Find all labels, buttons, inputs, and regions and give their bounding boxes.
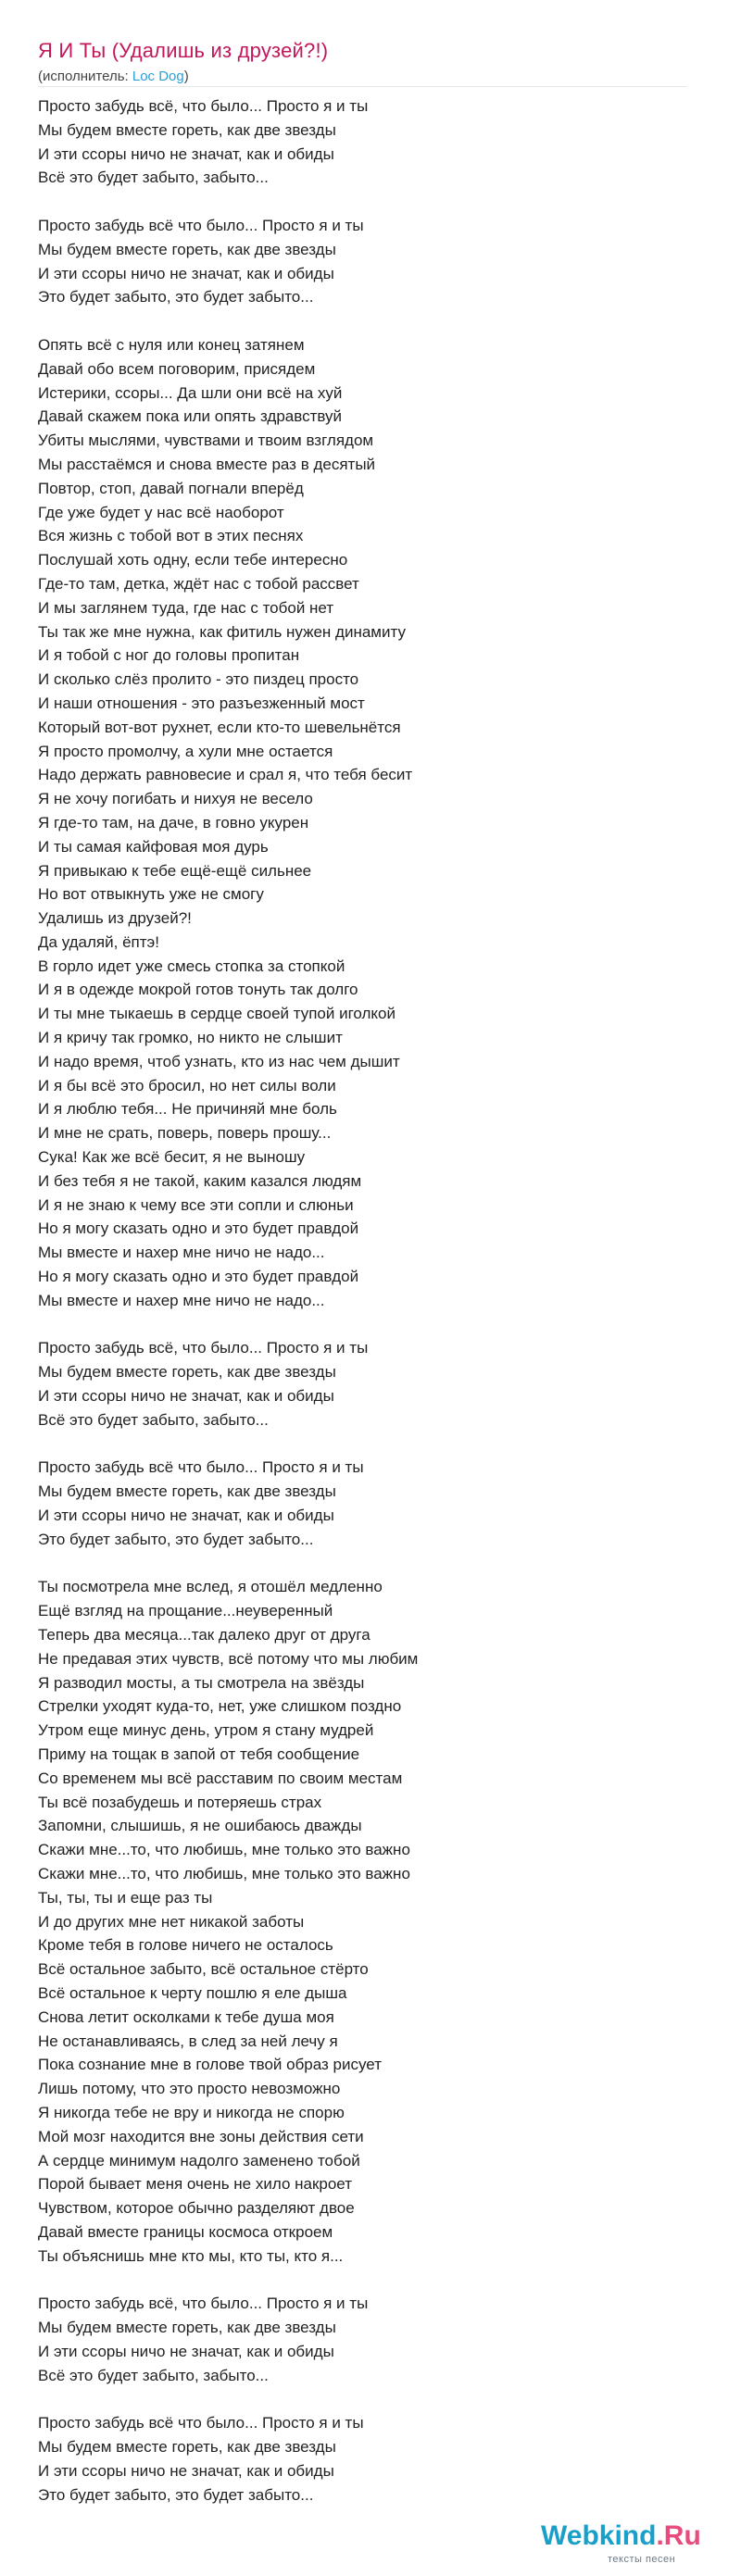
lyric-line: Всё это будет забыто, забыто...: [38, 169, 269, 187]
lyric-line: Ещё взгляд на прощание...неуверенный: [38, 1602, 333, 1620]
lyric-line: Это будет забыто, это будет забыто...: [38, 288, 314, 306]
lyric-line: Просто забудь всё, что было... Просто я и ты: [38, 97, 369, 115]
lyric-line: Ты всё позабудешь и потеряешь страх: [38, 1793, 322, 1811]
lyric-line: Приму на тощак в запой от тебя сообщение: [38, 1744, 360, 1763]
lyric-line: Просто забудь всё, что было... Просто я и ты: [38, 1339, 369, 1357]
lyric-line: Мы вместе и нахер мне ничо не надо...: [38, 1291, 325, 1309]
lyric-line: Мы будем вместе гореть, как две звезды: [38, 2438, 336, 2457]
lyric-line: Просто забудь всё что было... Просто я и ты: [38, 2414, 364, 2432]
lyric-line: Я не хочу погибать и нихуя не весело: [38, 790, 313, 808]
logo-tagline: тексты песен: [608, 2554, 676, 2565]
stanza-gap: [38, 190, 705, 214]
lyric-line: И я тобой с ног до головы пропитан: [38, 646, 300, 665]
lyric-line: Это будет забыто, это будет забыто...: [38, 2485, 314, 2504]
lyric-line: Давай скажем пока или опять здравствуй: [38, 407, 343, 426]
lyric-line: Да удаляй, ёптэ!: [38, 932, 159, 951]
lyric-line: Я где-то там, на даче, в говно укурен: [38, 813, 309, 832]
lyric-line: И эти ссоры ничо не значат, как и обиды: [38, 144, 334, 163]
lyric-line: И надо время, чтоб узнать, кто из нас чем дышит: [38, 1052, 400, 1070]
lyric-line: Пока сознание мне в голове твой образ рисует: [38, 2056, 382, 2074]
lyric-line: Всё это будет забыто, забыто...: [38, 2366, 269, 2384]
lyric-line: Всё это будет забыто, забыто...: [38, 1410, 269, 1429]
lyric-line: И ты самая кайфовая моя дурь: [38, 837, 269, 856]
lyric-line: Кроме тебя в голове ничего не осталось: [38, 1936, 333, 1955]
lyrics-text: [38, 94, 705, 2507]
artist-suffix: ): [183, 69, 189, 84]
lyric-line: Но я могу сказать одно и это будет правдой: [38, 1219, 359, 1238]
lyric-line: И наши отношения - это разъезженный мост: [38, 694, 365, 712]
lyric-line: Я разводил мосты, а ты смотрела на звёзды: [38, 1673, 365, 1692]
lyric-line: И я в одежде мокрой готов тонуть так долго: [38, 981, 358, 999]
lyric-line: Я никогда тебе не вру и никогда не спорю: [38, 2103, 345, 2121]
artist-line: [38, 69, 189, 84]
lyric-line: И сколько слёз пролито - это пиздец просто: [38, 670, 359, 689]
lyric-line: И мне не срать, поверь, поверь прошу...: [38, 1124, 332, 1143]
lyric-line: И ты мне тыкаешь в сердце своей тупой иголкой: [38, 1005, 396, 1023]
lyric-line: Просто забудь всё что было... Просто я и ты: [38, 1458, 364, 1477]
lyric-line: Утром еще минус день, утром я стану мудрей: [38, 1721, 374, 1740]
site-logo[interactable]: [541, 2520, 726, 2567]
stanza-gap: [38, 1432, 705, 1457]
stanza-gap: [38, 2269, 705, 2293]
song-title: Я И Ты (Удалишь из друзей?!): [38, 39, 329, 62]
lyric-line: Где-то там, детка, ждёт нас с тобой рассвет: [38, 574, 359, 593]
lyric-line: И я люблю тебя... Не причиняй мне боль: [38, 1100, 337, 1119]
lyric-line: В горло идет уже смесь стопка за стопкой: [38, 957, 345, 975]
artist-prefix: (исполнитель:: [38, 69, 132, 84]
lyric-line: Теперь два месяца...так далеко друг от друга: [38, 1626, 370, 1644]
lyric-line: Ты так же мне нужна, как фитиль нужен динамиту: [38, 622, 406, 641]
lyric-line: Не останавливаясь, в след за ней лечу я: [38, 2032, 338, 2050]
lyric-line: Убиты мыслями, чувствами и твоим взглядом: [38, 431, 374, 450]
lyric-line: И без тебя я не такой, каким казался людям: [38, 1171, 362, 1190]
artist-link[interactable]: Loc Dog: [132, 69, 184, 84]
lyric-line: Но вот отвыкнуть уже не смогу: [38, 885, 264, 904]
lyric-line: Мы будем вместе гореть, как две звезды: [38, 240, 336, 258]
lyric-line: Порой бывает меня очень не хило накроет: [38, 2175, 352, 2194]
lyric-line: Но я могу сказать одно и это будет правдой: [38, 1268, 359, 1286]
lyric-line: И эти ссоры ничо не значат, как и обиды: [38, 264, 334, 282]
lyric-line: Мой мозг находится вне зоны действия сети: [38, 2127, 364, 2145]
lyric-line: И я кричу так громко, но никто не слышит: [38, 1029, 343, 1047]
lyric-line: Истерики, ссоры... Да шли они всё на хуй: [38, 383, 343, 402]
lyric-line: И я не знаю к чему все эти сопли и слюньи: [38, 1195, 354, 1214]
lyric-line: Надо держать равновесие и срал я, что тебя бесит: [38, 766, 413, 784]
lyric-line: Лишь потому, что это просто невозможно: [38, 2080, 341, 2098]
lyric-line: Я просто промолчу, а хули мне остается: [38, 742, 333, 760]
lyric-line: Чувством, которое обычно разделяют двое: [38, 2199, 355, 2218]
lyric-line: Скажи мне...то, что любишь, мне только это важно: [38, 1864, 410, 1882]
lyric-line: Я привыкаю к тебе ещё-ещё сильнее: [38, 861, 312, 880]
lyric-line: Мы будем вместе гореть, как две звезды: [38, 1482, 336, 1501]
lyric-line: Снова летит осколками к тебе душа моя: [38, 2007, 334, 2026]
logo-wordmark: [541, 2520, 701, 2552]
lyric-line: Удалишь из друзей?!: [38, 909, 192, 928]
lyric-line: Со временем мы всё расставим по своим местам: [38, 1769, 403, 1787]
lyric-line: Ты объяснишь мне кто мы, кто ты, кто я...: [38, 2246, 344, 2265]
lyric-line: И эти ссоры ничо не значат, как и обиды: [38, 1387, 334, 1406]
logo-domain: .Ru: [656, 2520, 701, 2551]
lyric-line: И до других мне нет никакой заботы: [38, 1912, 305, 1931]
lyric-line: Просто забудь всё что было... Просто я и ты: [38, 216, 364, 234]
lyric-line: Повтор, стоп, давай погнали вперёд: [38, 479, 304, 497]
stanza-gap: [38, 1552, 705, 1576]
lyric-line: Стрелки уходят куда-то, нет, уже слишком поздно: [38, 1697, 402, 1716]
lyric-line: Сука! Как же всё бесит, я не выношу: [38, 1148, 306, 1167]
stanza-gap: [38, 2388, 705, 2412]
lyric-line: Вся жизнь с тобой вот в этих песнях: [38, 527, 304, 545]
lyric-line: Где уже будет у нас всё наоборот: [38, 503, 284, 521]
lyric-line: Ты, ты, ты и еще раз ты: [38, 1888, 213, 1907]
lyric-line: И мы заглянем туда, где нас с тобой нет: [38, 598, 334, 617]
lyric-line: Всё остальное забыто, всё остальное стёрто: [38, 1960, 369, 1979]
lyric-line: Послушай хоть одну, если тебе интересно: [38, 551, 348, 569]
lyric-line: Мы будем вместе гореть, как две звезды: [38, 1363, 336, 1382]
lyric-line: Который вот-вот рухнет, если кто-то шевельнётся: [38, 718, 401, 736]
header-divider: [38, 86, 686, 87]
lyric-line: А сердце минимум надолго заменено тобой: [38, 2151, 360, 2170]
lyric-line: Просто забудь всё, что было... Просто я и ты: [38, 2295, 369, 2313]
lyric-line: Опять всё с нуля или конец затянем: [38, 335, 305, 354]
lyric-line: Это будет забыто, это будет забыто...: [38, 1530, 314, 1548]
stanza-gap: [38, 1313, 705, 1337]
lyric-line: Давай вместе границы космоса откроем: [38, 2222, 333, 2241]
lyric-line: И эти ссоры ничо не значат, как и обиды: [38, 1507, 334, 1525]
lyric-line: Мы будем вместе гореть, как две звезды: [38, 120, 336, 139]
stanza-gap: [38, 309, 705, 333]
lyric-line: И эти ссоры ничо не значат, как и обиды: [38, 2461, 334, 2480]
lyric-line: Мы расстаёмся и снова вместе раз в десятый: [38, 455, 376, 473]
lyric-line: Не предавая этих чувств, всё потому что мы любим: [38, 1649, 419, 1668]
lyric-line: И эти ссоры ничо не значат, как и обиды: [38, 2342, 334, 2360]
lyric-line: Мы будем вместе гореть, как две звезды: [38, 2319, 336, 2337]
lyric-line: Скажи мне...то, что любишь, мне только это важно: [38, 1841, 410, 1859]
lyric-line: Давай обо всем поговорим, присядем: [38, 359, 316, 378]
lyric-line: Мы вместе и нахер мне ничо не надо...: [38, 1244, 325, 1262]
logo-brand: Webkind: [541, 2520, 657, 2551]
lyric-line: Всё остальное к черту пошлю я еле дыша: [38, 1983, 347, 2002]
lyric-line: Ты посмотрела мне вслед, я отошёл медленно: [38, 1578, 383, 1596]
lyric-line: И я бы всё это бросил, но нет силы воли: [38, 1076, 336, 1094]
lyric-line: Запомни, слышишь, я не ошибаюсь дважды: [38, 1817, 362, 1835]
